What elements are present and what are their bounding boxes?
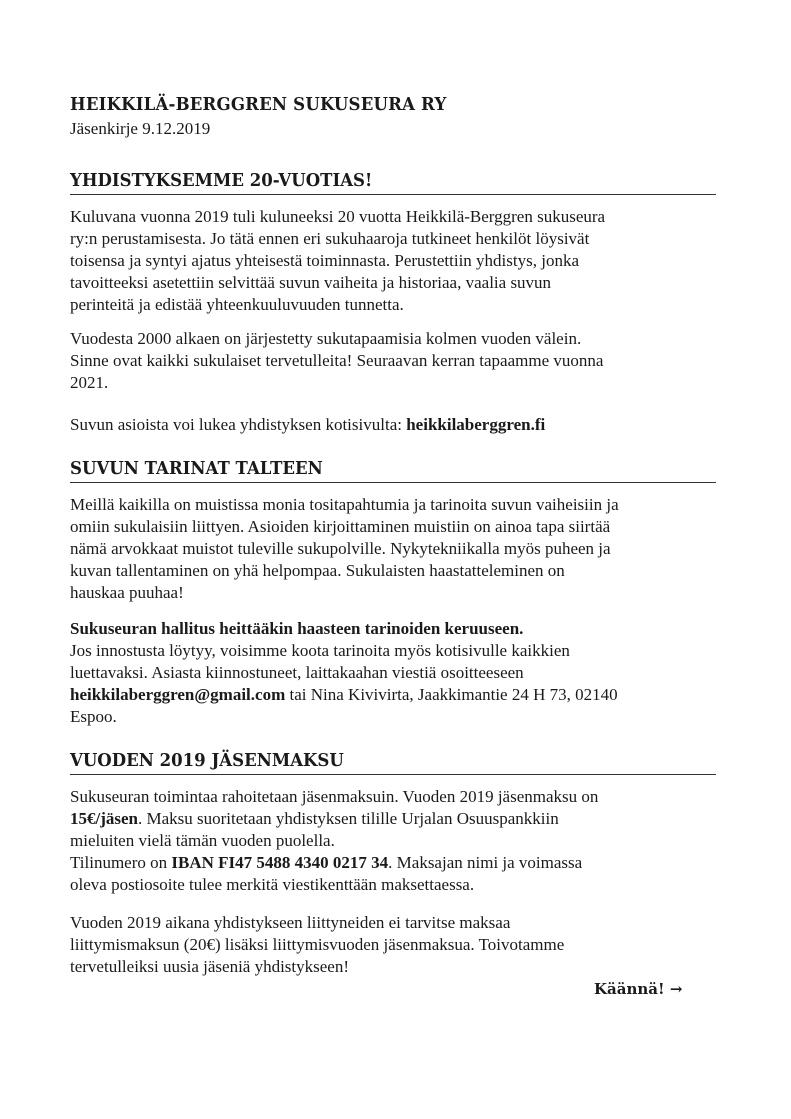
text-line: toisensa ja syntyi ajatus yhteisestä toiminnasta. Perustettiin yhdistys, jonka — [70, 251, 579, 270]
email-link[interactable]: heikkilaberggren@gmail.com — [70, 685, 286, 704]
text-line: Kuluvana vuonna 2019 tuli kuluneeksi 20 vuotta Heikkilä-Berggren sukuseura — [70, 207, 606, 226]
text-line: mieluiten vielä tämän vuoden puolella. — [70, 831, 335, 850]
section-heading-anniversary: YHDISTYKSEMME 20-VUOTIAS! — [70, 170, 716, 195]
text-line: nämä arvokkaat muistot tuleville sukupolville. Nykytekniikalla myös puheen ja — [70, 539, 611, 558]
text-line: Sukuseuran toimintaa rahoitetaan jäsenmaksuin. Vuoden 2019 jäsenmaksu on — [70, 787, 599, 806]
contact-address: tai Nina Kivivirta, Jaakkimantie 24 H 73, 02140 — [285, 685, 618, 704]
text-line: Jos innostusta löytyy, voisimme koota tarinoita myös kotisivulle kaikkien — [70, 641, 570, 660]
text-line: 2021. — [70, 373, 109, 392]
text-line: ry:n perustamisesta. Jo tätä ennen eri sukuhaaroja tutkineet henkilöt löysivät — [70, 229, 590, 248]
text-line: kuvan tallentaminen on yhä helpompaa. Sukulaisten haastatteleminen on — [70, 561, 565, 580]
text-line: liittymismaksun (20€) lisäksi liittymisvuoden jäsenmaksua. Toivotamme — [70, 935, 565, 954]
text-line: tervetulleiksi uusia jäseniä yhdistykseen! — [70, 957, 350, 976]
text-line: Vuodesta 2000 alkaen on järjestetty sukutapaamisia kolmen vuoden välein. — [70, 329, 582, 348]
text-line: hauskaa puuhaa! — [70, 583, 184, 602]
text-line: Espoo. — [70, 707, 117, 726]
iban-number: IBAN FI47 5488 4340 0217 34 — [171, 853, 389, 872]
text-line: oleva postiosoite tulee merkitä viestikenttään maksettaessa. — [70, 875, 475, 894]
text-line: Vuoden 2019 aikana yhdistykseen liittyneiden ei tarvitse maksaa — [70, 913, 511, 932]
anniversary-paragraph-2 — [70, 328, 730, 394]
text-line: Tilinumero on — [70, 853, 172, 872]
fee-paragraph-2 — [70, 912, 730, 978]
text-line: . Maksu suoritetaan yhdistyksen tilille Urjalan Osuuspankkiin — [138, 809, 559, 828]
website-link[interactable]: heikkilaberggren.fi — [406, 415, 546, 434]
website-intro: Suvun asioista voi lukea yhdistyksen kotisivulta: — [70, 415, 407, 434]
turn-page-note — [594, 980, 682, 998]
text-line: tavoitteeksi asetettiin selvittää suvun vaiheita ja historiaa, vaalia suvun — [70, 273, 552, 292]
arrow-right-icon: → — [669, 980, 683, 998]
stories-paragraph-1 — [70, 494, 730, 604]
turn-label: Käännä! — [594, 980, 665, 998]
section-heading-membership-fee: VUODEN 2019 JÄSENMAKSU — [70, 750, 716, 775]
text-line: omiin sukulaisiin liittyen. Asioiden kirjoittaminen muistiin on ainoa tapa siirtää — [70, 517, 611, 536]
letter-date: Jäsenkirje 9.12.2019 — [70, 119, 211, 138]
fee-paragraph-1 — [70, 786, 730, 896]
text-line: . Maksajan nimi ja voimassa — [388, 853, 583, 872]
organization-title: HEIKKILÄ-BERGGREN SUKUSEURA RY — [70, 94, 447, 115]
text-line: Meillä kaikilla on muistissa monia tositapahtumia ja tarinoita suvun vaiheisiin ja — [70, 495, 619, 514]
stories-paragraph-2 — [70, 618, 730, 728]
challenge-statement: Sukuseuran hallitus heittääkin haasteen tarinoiden keruuseen. — [70, 619, 524, 638]
text-line: perinteitä ja edistää yhteenkuuluvuuden tunnetta. — [70, 295, 404, 314]
anniversary-paragraph-1 — [70, 206, 730, 316]
fee-amount: 15€/jäsen — [70, 809, 138, 828]
website-paragraph — [70, 414, 730, 436]
section-heading-stories: SUVUN TARINAT TALTEEN — [70, 458, 716, 483]
text-line: luettavaksi. Asiasta kiinnostuneet, laittakaahan viestiä osoitteeseen — [70, 663, 524, 682]
text-line: Sinne ovat kaikki sukulaiset tervetulleita! Seuraavan kerran tapaamme vuonna — [70, 351, 604, 370]
